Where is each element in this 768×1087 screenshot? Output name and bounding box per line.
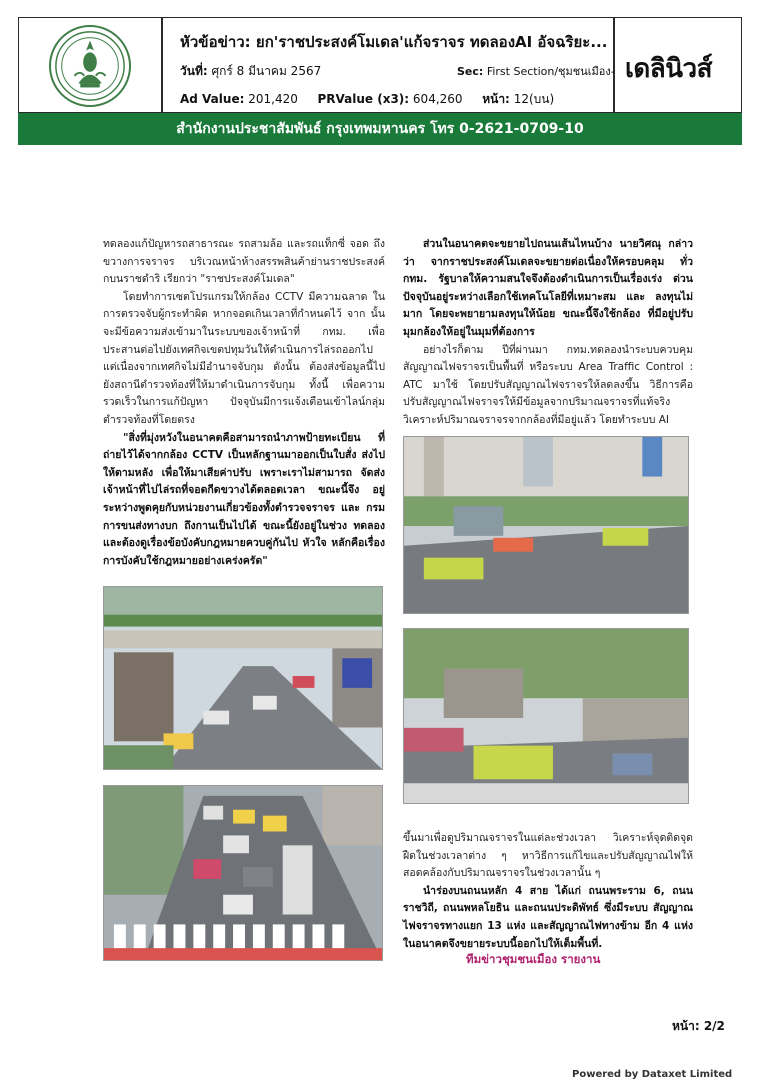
article-paragraph: ส่วนในอนาคตจะขยายไปถนนเส้นไหนบ้าง นายวิศณุ กล่าวว่า จากราชประสงค์โมเดลจะขยายต่อเนื่องให้ครอบคลุม ทั่ว กทม. รัฐบาลให้ความสนใจจึงต้องดำเนินการเป็นเรื่องเร่ง ด่วน ปัจจุบันอยู่ระหว่างเลือกใช้เทคโนโลยีที่เหมาะสม และ ลงทุนไม่มาก โดยจะพยายามลงทุนให้น้อย ขณะนี้จึงใช้กล้อง ที่มีอยู่ปรับมุมกล้องให้อยู่ในมุมที่ต้องการ [403, 238, 693, 338]
page-value: 12(บน) [513, 92, 555, 106]
article-left-column [103, 236, 385, 570]
article-quote: "สิ่งที่มุ่งหวังในอนาคตคือสามารถนำภาพป้ายทะเบียน ที่ถ่ายไว้ได้จากกล้อง CCTV เป็นหลักฐานมาออกเป็นใบสั่ง ส่งไปให้ตามหลัง เพื่อให้มาเสียค่าปรับ เพราะเราไม่สามารถ จัดส่งเจ้าหน้าที่ไปไล่รถที่จอดกีดขวางได้ตลอดเวลา ขณะนี้จึง อยู่ระหว่างพูดคุยกับหน่วยงานเกี่ยวข้องทั้งตำรวจจราจร และ กรมการขนส่งทางบก ถึงกานเป็นไปได้ ขณะนี้ยังอยู่ในช่วง ทดลอง และต้องดูเรื่องข้อบังคับกฎหมายควบคู่กันไป หัวใจ หลักคือเรื่องการบังคับใช้กฎหมายอย่างเคร่งครัด" [103, 431, 385, 567]
section-row [457, 62, 615, 80]
contact-banner: สำนักงานประชาสัมพันธ์ กรุงเทพมหานคร โทร 0-2621-0709-10 [18, 113, 742, 145]
header-divider-left [161, 18, 163, 112]
headline-label: หัวข้อข่าว: [180, 33, 251, 51]
traffic-photo-2 [103, 785, 383, 961]
powered-by: Powered by Dataxet Limited [572, 1069, 733, 1080]
date-value: ศุกร์ 8 มีนาคม 2567 [211, 64, 322, 78]
traffic-photo-1 [103, 586, 383, 770]
headline-text: ยก'ราชประสงค์โมเดล'แก้จราจร ทดลองAI อัจฉริยะ... [255, 33, 608, 51]
publication-logo: เดลินิวส์ [625, 54, 712, 84]
traffic-photo-3 [403, 436, 689, 614]
article-paragraph: นำร่องบนถนนหลัก 4 สาย ได้แก่ ถนนพระราม 6, ถนนราชวิถี, ถนนพหลโยธิน และถนนประดิพัทธ์ ซึ่งมีระบบ สัญญาณไฟจราจรทางแยก 13 แห่ง และสัญญาณไฟทางข้าม อีก 4 แห่ง ในอนาคตจึงขยายระบบนี้ออกไปให้เต็มพื้นที่. [403, 884, 693, 950]
date-label: วันที่: [180, 64, 208, 78]
ad-value: 201,420 [248, 92, 298, 106]
date-row [180, 62, 321, 81]
article-paragraph: ขึ้นมาเพื่อดูปริมาณจราจรในแต่ละช่วงเวลา วิเคราะห์จุดติดจุด ฝืดในช่วงเวลาต่าง ๆ หาวิธีการแก้ไขและปรับสัญญาณไฟให้ สอดคล้องกับปริมาณจราจรในช่วงเวลานั้น ๆ [403, 832, 693, 880]
page-label: หน้า: [482, 92, 510, 106]
traffic-photo-4 [403, 628, 689, 804]
headline-row [180, 30, 607, 54]
bma-seal-logo [49, 25, 131, 107]
section-value: First Section/ชุมชนเมือง- [486, 65, 615, 78]
pr-value-label: PRValue (x3): [317, 92, 410, 106]
article-right-bottom-column [403, 830, 693, 953]
article-paragraph: อย่างไรก็ตาม ปีที่ผ่านมา กทม.ทดลองนำระบบควบคุม สัญญาณไฟจราจรเป็นพื้นที่ หรือระบบ Area Traffic Control : ATC มาใช้ โดยปรับสัญญาณไฟจราจรให้ลดลงขึ้น วิธีการคือ ปรับสัญญาณไฟจราจรให้มีข้อมูลจากปริมาณจราจรที่แท้จริง วิเคราะห์ปริมาณจราจรจากกล้องที่มีอยู่แล้ว โดยทำระบบ AI [403, 343, 693, 426]
article-right-column [403, 236, 693, 430]
pr-value: 604,260 [412, 92, 463, 106]
section-label: Sec: [457, 65, 484, 78]
reporter-byline: ทีมข่าวชุมชนเมือง รายงาน [466, 952, 601, 966]
page-number: หน้า: 2/2 [672, 1019, 725, 1033]
clipping-header [18, 17, 742, 113]
ad-value-label: Ad Value: [180, 92, 245, 106]
article-paragraph: โดยทำการเซตโปรแกรมให้กล้อง CCTV มีความฉลาด ในการตรวจจับผู้กระทำผิด หากจอดเกินเวลาที่กำหนดไว้ จาก นั้นจะมีข้อความส่งเข้ามาในระบบของเจ้าหน้าที่ กทม. เพื่อ ประสานต่อไปยังเทศกิจเขตปทุมวันให้ดำเนินการไล่รถออกไป แต่เนื่องจากเทศกิจไม่มีอำนาจจับกุม ดังนั้น ต้องส่งข้อมูลนี้ไป ยังสถานีตำรวจท้องที่ให้มาดำเนินการจับกุม ทั้งนี้ เพื่อความ รวดเร็วในการแก้ปัญหา ปัจจุบันมีการแจ้งเตือนเข้าไลน์กลุ่ม ตำรวจท้องที่โดยตรง [103, 290, 385, 426]
article-paragraph: ทดลองแก้ปัญหารถสาธารณะ รถสามล้อ และรถแท็กซี่ จอด ถึงขวางการจราจร บริเวณหน้าห้างสรรพสินค้าย่านราชประสงค์ กบนราชดำริ เรียกว่า "ราชประสงค์โมเดล" [103, 238, 385, 286]
values-row [180, 90, 554, 109]
